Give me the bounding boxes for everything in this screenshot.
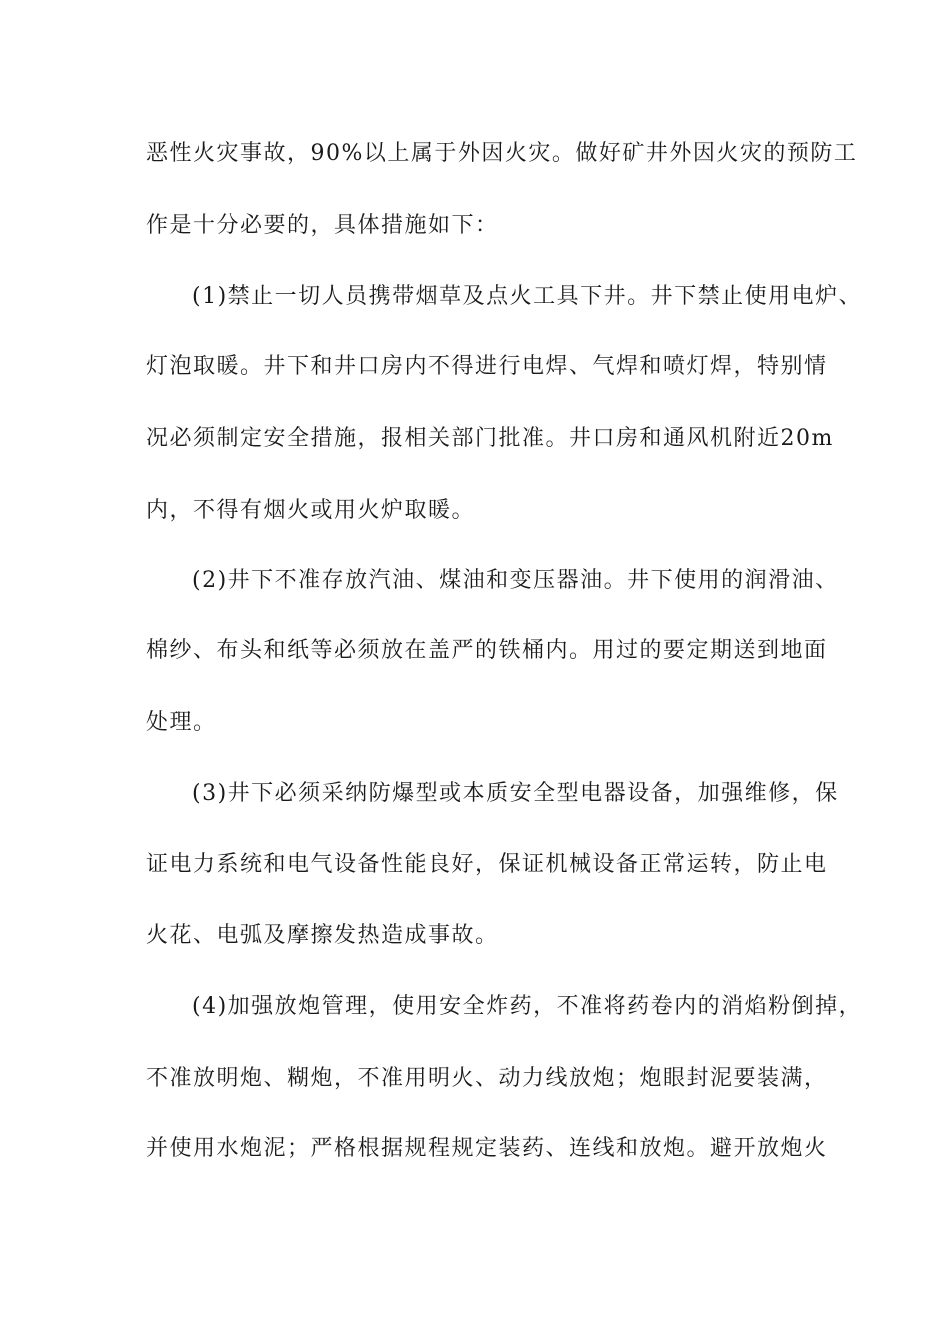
text-line: 火花、电弧及摩擦发热造成事故。 bbox=[146, 923, 499, 948]
text-line: (3)井下必须采纳防爆型或本质安全型电器设备，加强维修，保 bbox=[192, 781, 839, 806]
text-line: 恶性火灾事故，90%以上属于外因火灾。做好矿井外因火灾的预防工 bbox=[146, 141, 858, 166]
text-line: 内，不得有烟火或用火炉取暖。 bbox=[146, 498, 476, 523]
text-line: (4)加强放炮管理，使用安全炸药，不准将药卷内的消焰粉倒掉， bbox=[192, 994, 863, 1019]
text-line: 处理。 bbox=[146, 710, 217, 735]
text-line: 棉纱、布头和纸等必须放在盖严的铁桶内。用过的要定期送到地面 bbox=[146, 638, 828, 663]
text-line: (1)禁止一切人员携带烟草及点火工具下井。井下禁止使用电炉、 bbox=[192, 284, 863, 309]
text-line: (2)井下不准存放汽油、煤油和变压器油。井下使用的润滑油、 bbox=[192, 568, 839, 593]
text-line: 况必须制定安全措施，报相关部门批准。井口房和通风机附近20m bbox=[146, 426, 834, 451]
text-line: 灯泡取暖。井下和井口房内不得进行电焊、气焊和喷灯焊，特别情 bbox=[146, 354, 828, 379]
text-line: 证电力系统和电气设备性能良好，保证机械设备正常运转，防止电 bbox=[146, 852, 828, 877]
text-line: 作是十分必要的，具体措施如下： bbox=[146, 213, 499, 238]
text-line: 不准放明炮、糊炮，不准用明火、动力线放炮；炮眼封泥要装满， bbox=[146, 1066, 828, 1091]
text-line: 并使用水炮泥；严格根据规程规定装药、连线和放炮。避开放炮火 bbox=[146, 1136, 828, 1161]
